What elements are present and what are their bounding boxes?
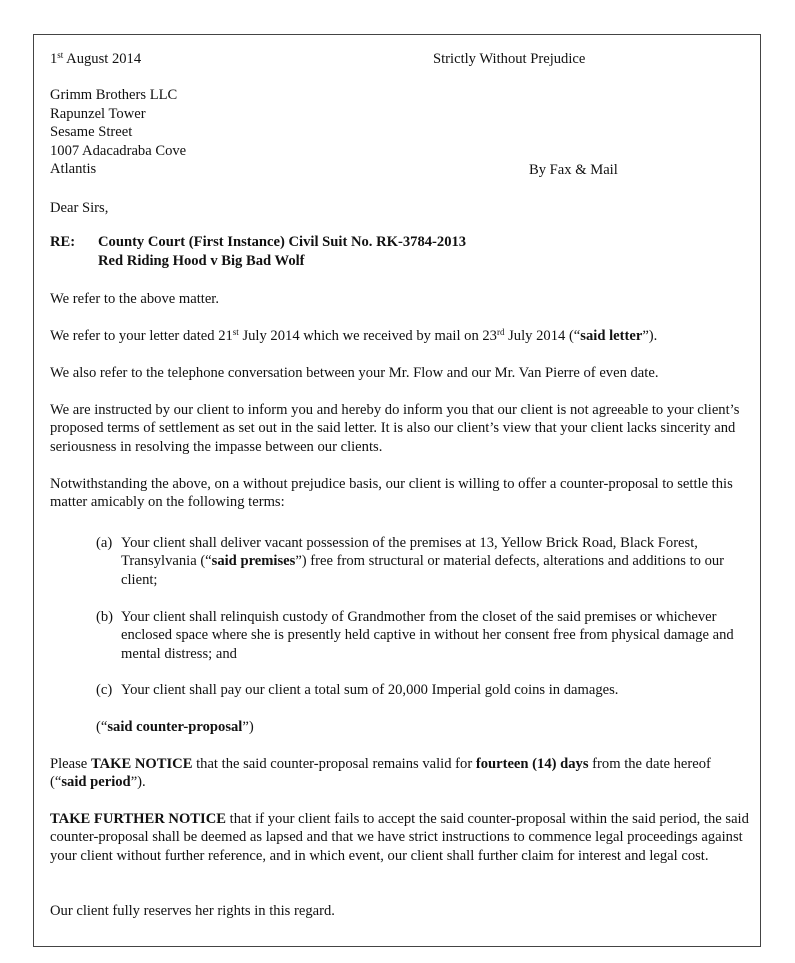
address-line: Atlantis xyxy=(50,161,97,177)
salutation: Dear Sirs, xyxy=(50,200,109,216)
paragraph-instructed: We are instructed by our client to inform you and hereby do inform you that our client is not agreeable to your client’s proposed terms of settlement as set out in the said letter. It is also our client’s view that your client lacks sincerity and seriousness in resolving the impasse between our clients. xyxy=(50,402,740,455)
term-text: Your client shall deliver vacant possession of the premises at 13, Yellow Brick Road, Black Forest, Transylvania (“said premises”) free from structural or material defects, alterations and additions to our client; xyxy=(121,535,725,588)
term-item-b xyxy=(96,608,744,663)
counter-proposal-definition: (“said counter-proposal”) xyxy=(96,719,254,735)
term-text: Your client shall pay our client a total sum of 20,000 Imperial gold coins in damages. xyxy=(121,682,619,698)
paragraph-refer-letter: We refer to your letter dated 21st July 2014 which we received by mail on 23rd July 2014 (“said letter”). xyxy=(50,327,658,344)
term-label: (b) xyxy=(96,609,114,625)
term-label: (c) xyxy=(96,682,113,698)
re-parties: Red Riding Hood v Big Bad Wolf xyxy=(98,252,305,269)
paragraph-reserves-rights: Our client fully reserves her rights in this regard. xyxy=(50,903,335,919)
term-label: (a) xyxy=(96,535,113,551)
letter-page xyxy=(33,34,761,947)
address-line: 1007 Adacadraba Cove xyxy=(50,142,187,159)
address-line: Sesame Street xyxy=(50,124,133,140)
recipient-address xyxy=(50,86,186,179)
prejudice-header: Strictly Without Prejudice xyxy=(433,51,586,67)
paragraph-notwithstanding: Notwithstanding the above, on a without prejudice basis, our client is willing to offer a counter-proposal to settle this matter amicably on the following terms: xyxy=(50,476,733,511)
paragraph-take-notice: Please TAKE NOTICE that the said counter-proposal remains valid for fourteen (14) days from the date hereof (“said period”). xyxy=(50,756,711,791)
term-text: Your client shall relinquish custody of Grandmother from the closet of the said premises or whichever enclosed space where she is presently held captive in without her consent free from physical damage and mental distress; and xyxy=(121,609,734,662)
term-item-c xyxy=(96,681,744,699)
paragraph-refer-matter: We refer to the above matter. xyxy=(50,291,220,307)
re-suit-number: County Court (First Instance) Civil Suit No. RK-3784-2013 xyxy=(98,234,467,250)
paragraph-refer-call: We also refer to the telephone conversation between your Mr. Flow and our Mr. Van Pierre of even date. xyxy=(50,365,659,381)
delivery-method: By Fax & Mail xyxy=(529,162,618,178)
term-item-a xyxy=(96,534,744,589)
re-subject xyxy=(98,233,466,270)
letter-date: 1st August 2014 xyxy=(50,50,142,67)
re-label: RE: xyxy=(50,234,76,250)
address-line: Grimm Brothers LLC xyxy=(50,87,178,103)
paragraph-further-notice: TAKE FURTHER NOTICE that if your client fails to accept the said counter-proposal within the said period, the said counter-proposal shall be deemed as lapsed and that we have strict instructions to commence legal proceedings against your client without further reference, and in which event, our client shall further claim for interest and legal cost. xyxy=(50,811,749,864)
address-line: Rapunzel Tower xyxy=(50,105,146,122)
